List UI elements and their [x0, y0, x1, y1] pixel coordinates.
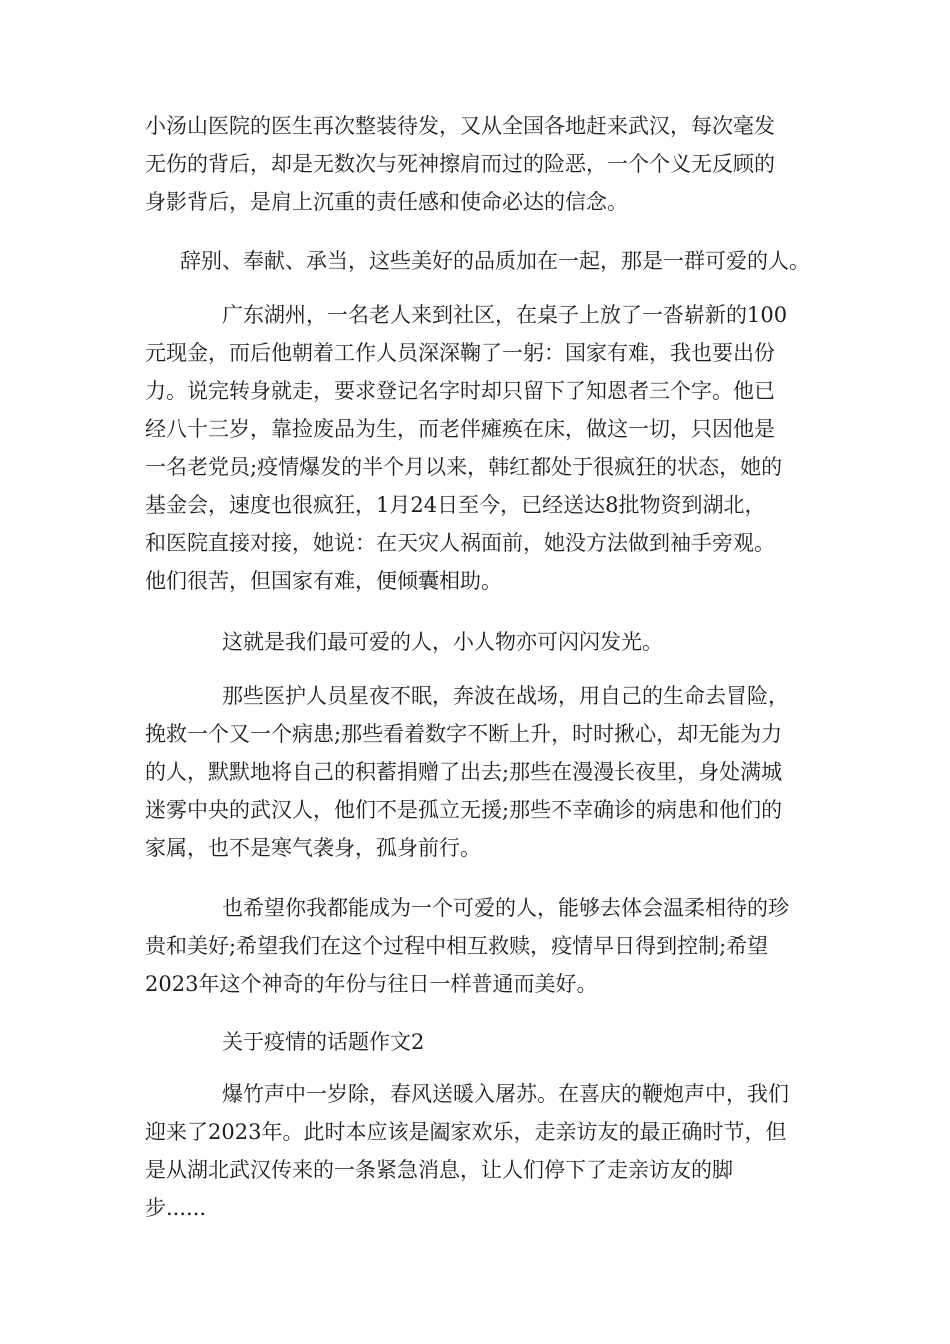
paragraph-5 — [145, 677, 825, 867]
text-line: 也希望你我都能成为一个可爱的人，能够去体会温柔相待的珍 — [222, 896, 789, 920]
text-line: 挽救一个又一个病患;那些看着数字不断上升，时时揪心，却无能为力 — [145, 722, 783, 746]
text-line: 小汤山医院的医生再次整装待发，又从全国各地赶来武汉，每次毫发 — [145, 114, 775, 138]
text-line: 爆竹声中一岁除，春风送暖入屠苏。在喜庆的鞭炮声中，我们 — [222, 1082, 789, 1106]
heading-text: 关于疫情的话题作文2 — [222, 1030, 425, 1054]
text-line: 经八十三岁，靠捡废品为生，而老伴瘫痪在床，做这一切，只因他是 — [145, 417, 775, 441]
text-line: 广东湖州，一名老人来到社区，在桌子上放了一沓崭新的100 — [222, 303, 788, 327]
text-line: 基金会，速度也很疯狂，1月24日至今，已经送达8批物资到湖北， — [145, 493, 766, 517]
paragraph-2 — [180, 242, 860, 280]
text-line: 那些医护人员星夜不眠，奔波在战场，用自己的生命去冒险， — [222, 684, 789, 708]
text-line: 步...... — [145, 1196, 207, 1220]
paragraph-4 — [145, 623, 825, 661]
paragraph-3 — [145, 296, 825, 600]
text-line: 的人，默默地将自己的积蓄捐赠了出去;那些在漫漫长夜里，身处满城 — [145, 760, 783, 784]
text-line: 是从湖北武汉传来的一条紧急消息，让人们停下了走亲访友的脚 — [145, 1158, 733, 1182]
paragraph-7 — [145, 1075, 825, 1227]
text-line: 贵和美好;希望我们在这个过程中相互救赎，疫情早日得到控制;希望 — [145, 934, 769, 958]
text-line: 力。说完转身就走，要求登记名字时却只留下了知恩者三个字。他已 — [145, 379, 775, 403]
text-line: 和医院直接对接，她说：在天灾人祸面前，她没方法做到袖手旁观。 — [145, 531, 775, 555]
text-line: 迎来了2023年。此时本应该是阖家欢乐，走亲访友的最正确时节，但 — [145, 1120, 787, 1144]
text-line: 身影背后，是肩上沉重的责任感和使命必达的信念。 — [145, 190, 628, 214]
text-line: 一名老党员;疫情爆发的半个月以来，韩红都处于很疯狂的状态，她的 — [145, 455, 783, 479]
text-line: 辞别、奉献、承当，这些美好的品质加在一起，那是一群可爱的人。 — [180, 249, 810, 273]
text-line: 这就是我们最可爱的人，小人物亦可闪闪发光。 — [222, 630, 663, 654]
paragraph-1 — [145, 107, 825, 221]
text-line: 他们很苦，但国家有难，便倾囊相助。 — [145, 569, 502, 593]
text-line: 家属，也不是寒气袭身，孤身前行。 — [145, 836, 481, 860]
text-line: 元现金，而后他朝着工作人员深深鞠了一躬：国家有难，我也要出份 — [145, 341, 775, 365]
text-line: 无伤的背后，却是无数次与死神擦肩而过的险恶，一个个义无反顾的 — [145, 152, 775, 176]
section-heading — [145, 1023, 825, 1061]
text-line: 迷雾中央的武汉人，他们不是孤立无援;那些不幸确诊的病患和他们的 — [145, 798, 783, 822]
paragraph-6 — [145, 889, 825, 1003]
text-line: 2023年这个神奇的年份与往日一样普通而美好。 — [145, 972, 598, 996]
